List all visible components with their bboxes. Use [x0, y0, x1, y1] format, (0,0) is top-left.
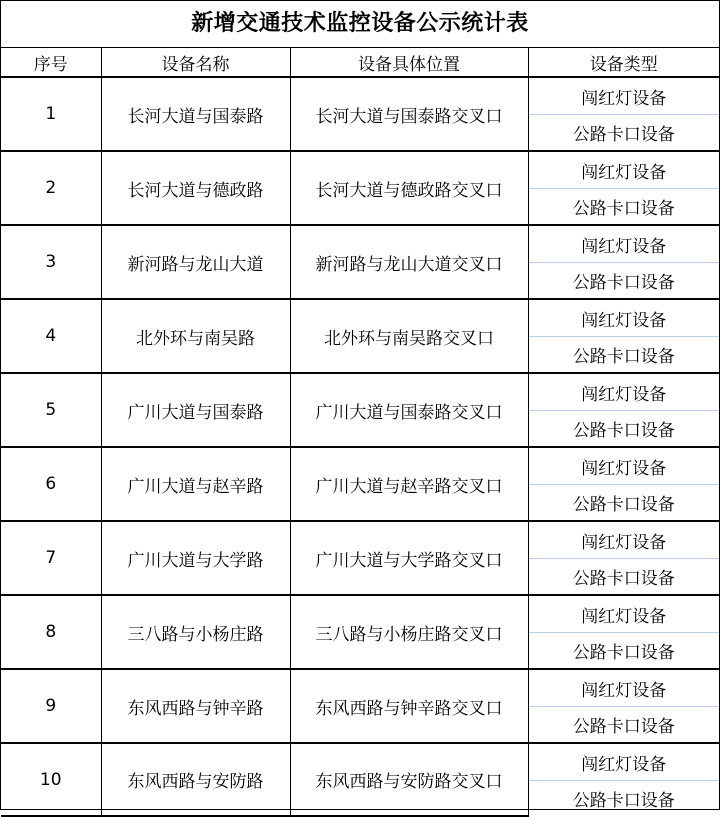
- cell-device-type[interactable]: 闯红灯设备: [528, 373, 719, 411]
- cell-device-type[interactable]: 公路卡口设备: [528, 559, 719, 596]
- cell-device-location[interactable]: 广川大道与国泰路交叉口: [290, 373, 528, 447]
- device-table: [1, 48, 719, 817]
- cell-index[interactable]: 1: [1, 77, 101, 151]
- cell-device-location[interactable]: 东风西路与钟辛路交叉口: [290, 669, 528, 743]
- table-title: 新增交通技术监控设备公示统计表: [1, 1, 719, 48]
- cell-device-name[interactable]: 广川大道与大学路: [101, 521, 290, 595]
- cell-device-location[interactable]: 广川大道与赵辛路交叉口: [290, 447, 528, 521]
- table-row: [1, 669, 719, 707]
- cell-device-name[interactable]: 广川大道与国泰路: [101, 373, 290, 447]
- table-row: [1, 595, 719, 633]
- cell-device-location[interactable]: 长河大道与德政路交叉口: [290, 151, 528, 225]
- cell-device-name[interactable]: 广川大道与赵辛路: [101, 447, 290, 521]
- table-row: [1, 299, 719, 337]
- cell-device-location[interactable]: 新河路与龙山大道交叉口: [290, 225, 528, 299]
- cell-device-type[interactable]: 闯红灯设备: [528, 225, 719, 263]
- header-row: [1, 48, 719, 77]
- cell-device-name[interactable]: 东风西路与钟辛路: [101, 669, 290, 743]
- cell-device-name[interactable]: 三八路与小杨庄路: [101, 595, 290, 669]
- cell-device-location[interactable]: 长河大道与国泰路交叉口: [290, 77, 528, 151]
- cell-device-type[interactable]: 公路卡口设备: [528, 337, 719, 374]
- cell-device-type[interactable]: 公路卡口设备: [528, 189, 719, 226]
- cell-device-type[interactable]: 公路卡口设备: [528, 707, 719, 744]
- cell-device-type[interactable]: 公路卡口设备: [528, 485, 719, 522]
- table-row: [1, 225, 719, 263]
- cell-device-name[interactable]: 东风西路与安防路: [101, 743, 290, 816]
- cell-device-type[interactable]: 公路卡口设备: [528, 115, 719, 152]
- table-row: [1, 447, 719, 485]
- cell-device-type[interactable]: 闯红灯设备: [528, 521, 719, 559]
- table-row: [1, 743, 719, 781]
- cell-device-location[interactable]: 东风西路与安防路交叉口: [290, 743, 528, 816]
- header-name[interactable]: 设备名称: [101, 48, 290, 77]
- cell-index[interactable]: 3: [1, 225, 101, 299]
- cell-index[interactable]: 8: [1, 595, 101, 669]
- cell-device-type[interactable]: 公路卡口设备: [528, 263, 719, 300]
- table-row: [1, 521, 719, 559]
- cell-device-name[interactable]: 北外环与南吴路: [101, 299, 290, 373]
- cell-device-type[interactable]: 闯红灯设备: [528, 299, 719, 337]
- cell-device-location[interactable]: 三八路与小杨庄路交叉口: [290, 595, 528, 669]
- cell-index[interactable]: 5: [1, 373, 101, 447]
- cell-index[interactable]: 4: [1, 299, 101, 373]
- cell-device-name[interactable]: 长河大道与国泰路: [101, 77, 290, 151]
- cell-device-type[interactable]: 闯红灯设备: [528, 151, 719, 189]
- header-index[interactable]: 序号: [1, 48, 101, 77]
- table-row: [1, 151, 719, 189]
- cell-device-type[interactable]: 公路卡口设备: [528, 411, 719, 448]
- cell-device-location[interactable]: 北外环与南吴路交叉口: [290, 299, 528, 373]
- cell-device-name[interactable]: 长河大道与德政路: [101, 151, 290, 225]
- cell-device-type[interactable]: 闯红灯设备: [528, 447, 719, 485]
- cell-index[interactable]: 7: [1, 521, 101, 595]
- cell-device-name[interactable]: 新河路与龙山大道: [101, 225, 290, 299]
- cell-index[interactable]: 6: [1, 447, 101, 521]
- table-body: [1, 77, 719, 816]
- table-row: [1, 373, 719, 411]
- cell-device-type[interactable]: 闯红灯设备: [528, 743, 719, 781]
- cell-device-location[interactable]: 广川大道与大学路交叉口: [290, 521, 528, 595]
- cell-device-type[interactable]: 公路卡口设备: [572, 791, 675, 811]
- cell-device-type[interactable]: 闯红灯设备: [528, 669, 719, 707]
- table-row: [1, 77, 719, 115]
- cell-device-type[interactable]: 闯红灯设备: [528, 595, 719, 633]
- cell-index[interactable]: 10: [1, 743, 101, 816]
- header-type[interactable]: 设备类型: [528, 48, 719, 77]
- header-location[interactable]: 设备具体位置: [290, 48, 528, 77]
- cell-index[interactable]: 9: [1, 669, 101, 743]
- cell-device-type[interactable]: 公路卡口设备: [528, 633, 719, 670]
- cell-device-type[interactable]: 闯红灯设备: [528, 77, 719, 115]
- cell-index[interactable]: 2: [1, 151, 101, 225]
